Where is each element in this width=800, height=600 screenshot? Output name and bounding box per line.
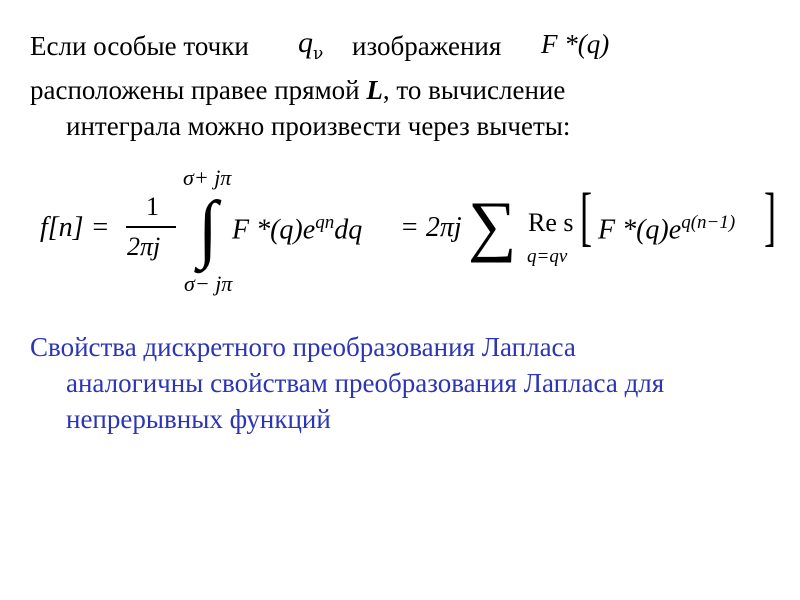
text-line-2-start: расположены правее прямой	[30, 75, 367, 105]
sum-sign: ∑	[468, 187, 517, 263]
residue-argument-base: F *(q)e	[598, 214, 682, 246]
integrand	[232, 212, 362, 246]
word-image: изображения	[352, 31, 502, 61]
fraction-numerator: 1	[146, 192, 159, 221]
text-line-2	[30, 73, 565, 107]
differential: dq	[334, 214, 363, 246]
symbol-q-nu	[298, 26, 323, 64]
formula-lhs: f[n] =	[40, 212, 110, 243]
bracket-close: ]	[764, 180, 777, 253]
integral-lower-limit: σ− jπ	[184, 271, 233, 296]
q-variable: q	[298, 26, 313, 59]
residue-label	[528, 208, 574, 238]
integrand-exponent: qn	[315, 212, 335, 233]
blue-text-line-3: непрерывных функций	[66, 404, 331, 434]
line-L: L	[366, 75, 383, 105]
integrand-base: F *(q)e	[232, 214, 316, 246]
second-equals: = 2πj	[400, 212, 462, 243]
text-line-1	[30, 29, 249, 63]
image-expression: F *(q)	[541, 29, 610, 59]
text-line-3: интеграла можно произвести через вычеты:	[66, 111, 571, 141]
sum-subscript: q=qν	[527, 246, 568, 267]
fraction-bar	[126, 226, 176, 228]
text-line-2-end: , то вычисление	[382, 75, 566, 105]
text-line-1-start: Если особые точки	[30, 31, 249, 61]
integral-upper-limit: σ+ jπ	[183, 165, 232, 190]
residue-argument	[598, 212, 735, 246]
bracket-open: [	[580, 180, 593, 253]
residue-text: Re s	[528, 208, 574, 237]
residue-argument-exponent: q(n−1)	[681, 212, 736, 233]
fraction-denominator: 2πj	[127, 232, 161, 261]
nu-subscript: ν	[313, 44, 324, 64]
integral-sign: ∫	[198, 186, 218, 270]
blue-text-line-2: аналогичны свойствам преобразования Лапласа для	[66, 368, 665, 398]
blue-text-line-1: Свойства дискретного преобразования Лапласа	[30, 332, 576, 362]
